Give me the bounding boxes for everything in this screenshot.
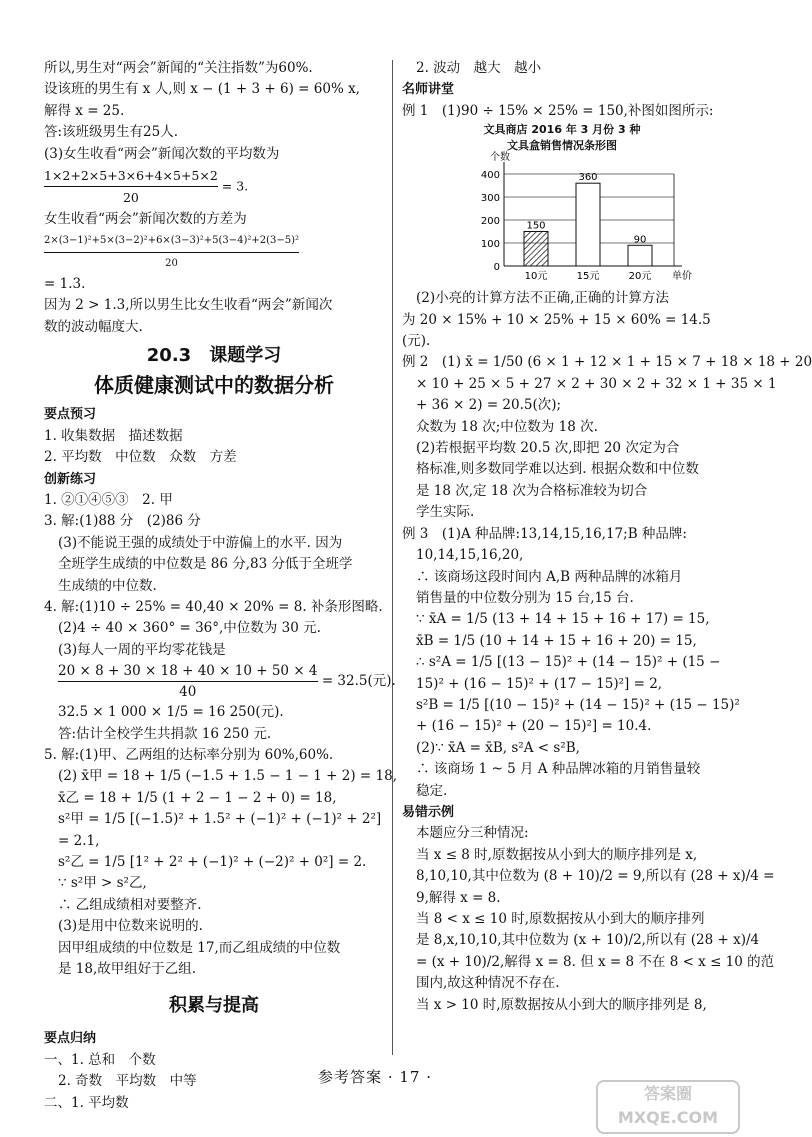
text-line: 当 x > 10 时,原数据按从小到大的顺序排列是 8,	[416, 996, 707, 1013]
page-number: · 17 ·	[387, 1068, 432, 1086]
text-line: (2)小亮的计算方法不正确,正确的计算方法	[416, 290, 669, 307]
text-line: s²B = 1/5 [(10 − 15)² + (14 − 15)² + (15 − 15)²	[416, 696, 740, 713]
text-line: 15)² + (16 − 15)² + (17 − 15)²] = 2,	[416, 675, 663, 692]
text-line: + 36 × 2) = 20.5(次);	[416, 397, 562, 414]
text-line: s²甲 = 1/5 [(−1.5)² + 1.5² + (−1)² + (−1)² + 2²]	[58, 811, 382, 828]
fraction-numerator: 2×(3−1)²+5×(3−2)²+6×(3−3)²+5(3−4)²+2(3−5)²	[44, 230, 299, 252]
text-line: 数的波动幅度大.	[44, 318, 143, 335]
fraction-result: = 3.	[221, 178, 249, 194]
text-line: 5. 解:(1)甲、乙两组的达标率分别为 60%,60%.	[44, 746, 334, 763]
section-subtitle: 体质健康测试中的数据分析	[94, 373, 334, 398]
text-line: 3. 解:(1)88 分 (2)86 分	[44, 513, 201, 530]
variance-fraction	[44, 230, 384, 274]
text-line: × 10 + 25 × 5 + 27 × 2 + 30 × 2 + 32 × 1 + 35 × 1	[416, 375, 777, 392]
text-line: 当 8 < x ≤ 10 时,原数据按从小到大的顺序排列	[416, 911, 705, 927]
text-line: (2) x̄甲 = 18 + 1/5 (−1.5 + 1.5 − 1 − 1 + 2) = 18,	[58, 768, 398, 785]
text-line: 32.5 × 1 000 × 1/5 = 16 250(元).	[58, 704, 284, 721]
text-line: (3)是用中位数来说明的.	[58, 918, 203, 935]
text-line: 10,14,15,16,20,	[416, 547, 524, 564]
text-line: (3)不能说王强的成绩处于中游偏上的水平. 因为	[58, 534, 343, 551]
text-line: (3)每人一周的平均零花钱是	[58, 641, 226, 658]
bar	[628, 246, 652, 267]
fraction-result: = 32.5(元).	[321, 673, 396, 690]
text-line: 本题应分三种情况:	[416, 825, 529, 842]
subheading: 要点归纳	[44, 1031, 97, 1047]
text-line: 是 18,故甲组好于乙组.	[58, 961, 197, 978]
text-line: 一、1. 总和 个数	[44, 1051, 156, 1068]
text-line: (2)4 ÷ 40 × 360° = 36°,中位数为 30 元.	[58, 620, 321, 637]
text-line: 1. ②①④⑤③ 2. 甲	[44, 491, 173, 508]
text-line: 众数为 18 次;中位数为 18 次.	[416, 418, 598, 435]
text-line: 当 x ≤ 8 时,原数据按从小到大的顺序排列是 x,	[416, 846, 698, 863]
data-label: 90	[633, 234, 647, 246]
text-line: 全班学生成绩的中位数是 86 分,83 分低于全班学	[58, 556, 353, 573]
text-line: 销售量的中位数分别为 15 台,15 台.	[416, 589, 634, 606]
y-tick-label: 100	[480, 239, 500, 251]
bar	[576, 183, 600, 266]
x-tick-label: 10元	[524, 271, 548, 283]
text-line: ∴ 该商场这段时间内 A,B 两种品牌的冰箱月	[416, 568, 683, 585]
text-line: 1. 收集数据 描述数据	[44, 427, 183, 444]
text-line: 2. 平均数 中位数 众数 方差	[44, 449, 237, 466]
section-title-2: 积累与提高	[169, 995, 259, 1017]
text-line: 9,解得 x = 8.	[416, 889, 501, 906]
text-line: 例 3 (1)A 种品牌:13,14,15,16,17;B 种品牌:	[402, 525, 687, 542]
text-line: 答:该班级男生有25人.	[44, 124, 179, 141]
text-line: = (x + 10)/2,解得 x = 8. 但 x = 8 不在 8 < x ≤ 10 的范	[416, 953, 775, 970]
chart-caption-line: 文具商店 2016 年 3 月份 3 种	[483, 123, 641, 137]
text-line: 是 18 次,定 18 次为合格标准较为切合	[416, 482, 648, 499]
subheading: 创新练习	[44, 471, 97, 487]
data-label: 150	[526, 220, 546, 232]
text-line: 2. 波动 越大 越小	[416, 60, 542, 76]
text-line: ∴ 该商场 1 ~ 5 月 A 种品牌冰箱的月销售量较	[416, 761, 701, 778]
text-line: 4. 解:(1)10 ÷ 25% = 40,40 × 20% = 8. 补条形图略.	[44, 598, 383, 615]
x-tick-label: 20元	[628, 271, 652, 283]
text-line: 学生实际.	[416, 504, 475, 521]
text-line: 解得 x = 25.	[44, 102, 125, 119]
text-line: 稳定.	[416, 782, 448, 799]
subheading: 要点预习	[44, 407, 97, 423]
bar	[524, 232, 548, 267]
text-line: (3)女生收看“两会”新闻次数的平均数为	[44, 145, 280, 162]
text-line: (2)若根据平均数 20.5 次,即把 20 次定为合	[416, 440, 680, 457]
text-line: ∴ 乙组成绩相对要整齐.	[58, 896, 202, 913]
text-line: x̄B = 1/5 (10 + 14 + 15 + 16 + 20) = 15,	[416, 632, 697, 649]
left-column	[44, 58, 398, 1114]
text-line: 例 1 (1)90 ÷ 15% × 25% = 150,补图如图所示:	[402, 102, 714, 119]
fraction-denominator: 20	[122, 190, 139, 206]
y-tick-label: 200	[480, 216, 500, 228]
data-label: 360	[578, 172, 598, 184]
footer-label: 参考答案	[318, 1068, 383, 1086]
text-line: s²乙 = 1/5 [1² + 2² + (−1)² + (−2)² + 0²] = 2.	[58, 854, 367, 870]
fraction-denominator: 20	[165, 257, 178, 269]
text-line: (2)∵ x̄A = x̄B, s²A < s²B,	[416, 739, 580, 756]
chart-caption-line: 文具盒销售情况条形图	[507, 139, 617, 153]
text-line: 格标准,则多数同学难以达到. 根据众数和中位数	[416, 461, 699, 478]
x-axis-label: 单价	[672, 271, 692, 283]
x-tick-label: 15元	[576, 271, 600, 283]
subheading: 易错示例	[402, 804, 455, 820]
text-line: 设该班的男生有 x 人,则 x − (1 + 3 + 6) = 60% x,	[44, 81, 360, 98]
text-line: 女生收看“两会”新闻次数的方差为	[44, 210, 247, 227]
fraction-numerator: 20 × 8 + 30 × 18 + 40 × 10 + 50 × 4	[58, 661, 318, 682]
text-line: ∵ x̄A = 1/5 (13 + 14 + 15 + 16 + 17) = 15,	[416, 611, 710, 628]
text-line: 二、1. 平均数	[44, 1094, 129, 1111]
fraction-expression	[44, 661, 396, 702]
text-line: + (16 − 15)² + (20 − 15)²] = 10.4.	[416, 718, 652, 735]
y-axis-label: 个数	[490, 152, 510, 164]
text-line: 因甲组成绩的中位数是 17,而乙组成绩的中位数	[58, 939, 341, 956]
section-title: 20.3 课题学习	[146, 345, 282, 367]
text-line: 生成绩的中位数.	[58, 577, 157, 594]
text-line: (元).	[402, 333, 431, 350]
watermark-logo: 答案圈 MXQE.COM	[596, 1080, 740, 1134]
text-line: x̄乙 = 18 + 1/5 (1 + 2 − 1 − 2 + 0) = 18,	[58, 789, 337, 806]
text-line: 8,10,10,其中位数为 (8 + 10)/2 = 9,所以有 (28 + x)/4 =	[416, 868, 775, 885]
fraction-numerator: 1×2+2×5+3×6+4×5+5×2	[44, 165, 218, 187]
text-line: = 1.3.	[44, 276, 86, 293]
text-line: 因为 2 > 1.3,所以男生比女生收看“两会”新闻次	[44, 297, 333, 314]
text-line: = 2.1,	[58, 832, 100, 849]
text-line: 围内,故这种情况不存在.	[416, 975, 560, 992]
y-tick-label: 400	[480, 170, 500, 182]
subheading: 名师讲堂	[402, 82, 455, 98]
fraction-denominator: 40	[179, 684, 197, 701]
text-line: 2. 奇数 平均数 中等	[58, 1073, 197, 1090]
column-divider	[392, 60, 393, 1055]
y-tick-label: 300	[480, 193, 500, 205]
text-line: 例 2 (1) x̄ = 1/50 (6 × 1 + 12 × 1 + 15 × 7 + 18 × 18 + 20	[402, 354, 812, 371]
text-line: 为 20 × 15% + 10 × 25% + 15 × 60% = 14.5	[402, 311, 711, 328]
y-tick-label: 0	[493, 262, 500, 274]
text-line: 所以,男生对“两会”新闻的“关注指数”为60%.	[44, 60, 313, 76]
text-line: ∴ s²A = 1/5 [(13 − 15)² + (14 − 15)² + (15 −	[416, 654, 721, 671]
text-line: ∵ s²甲 > s²乙,	[58, 875, 147, 892]
fraction-expression	[44, 165, 384, 209]
text-line: 答:估计全校学生共捐款 16 250 元.	[58, 725, 272, 742]
right-column	[402, 58, 812, 1016]
bar-chart	[472, 154, 702, 284]
text-line: 是 8,x,10,10,其中位数为 (x + 10)/2,所以有 (28 + x)/4	[416, 932, 760, 949]
